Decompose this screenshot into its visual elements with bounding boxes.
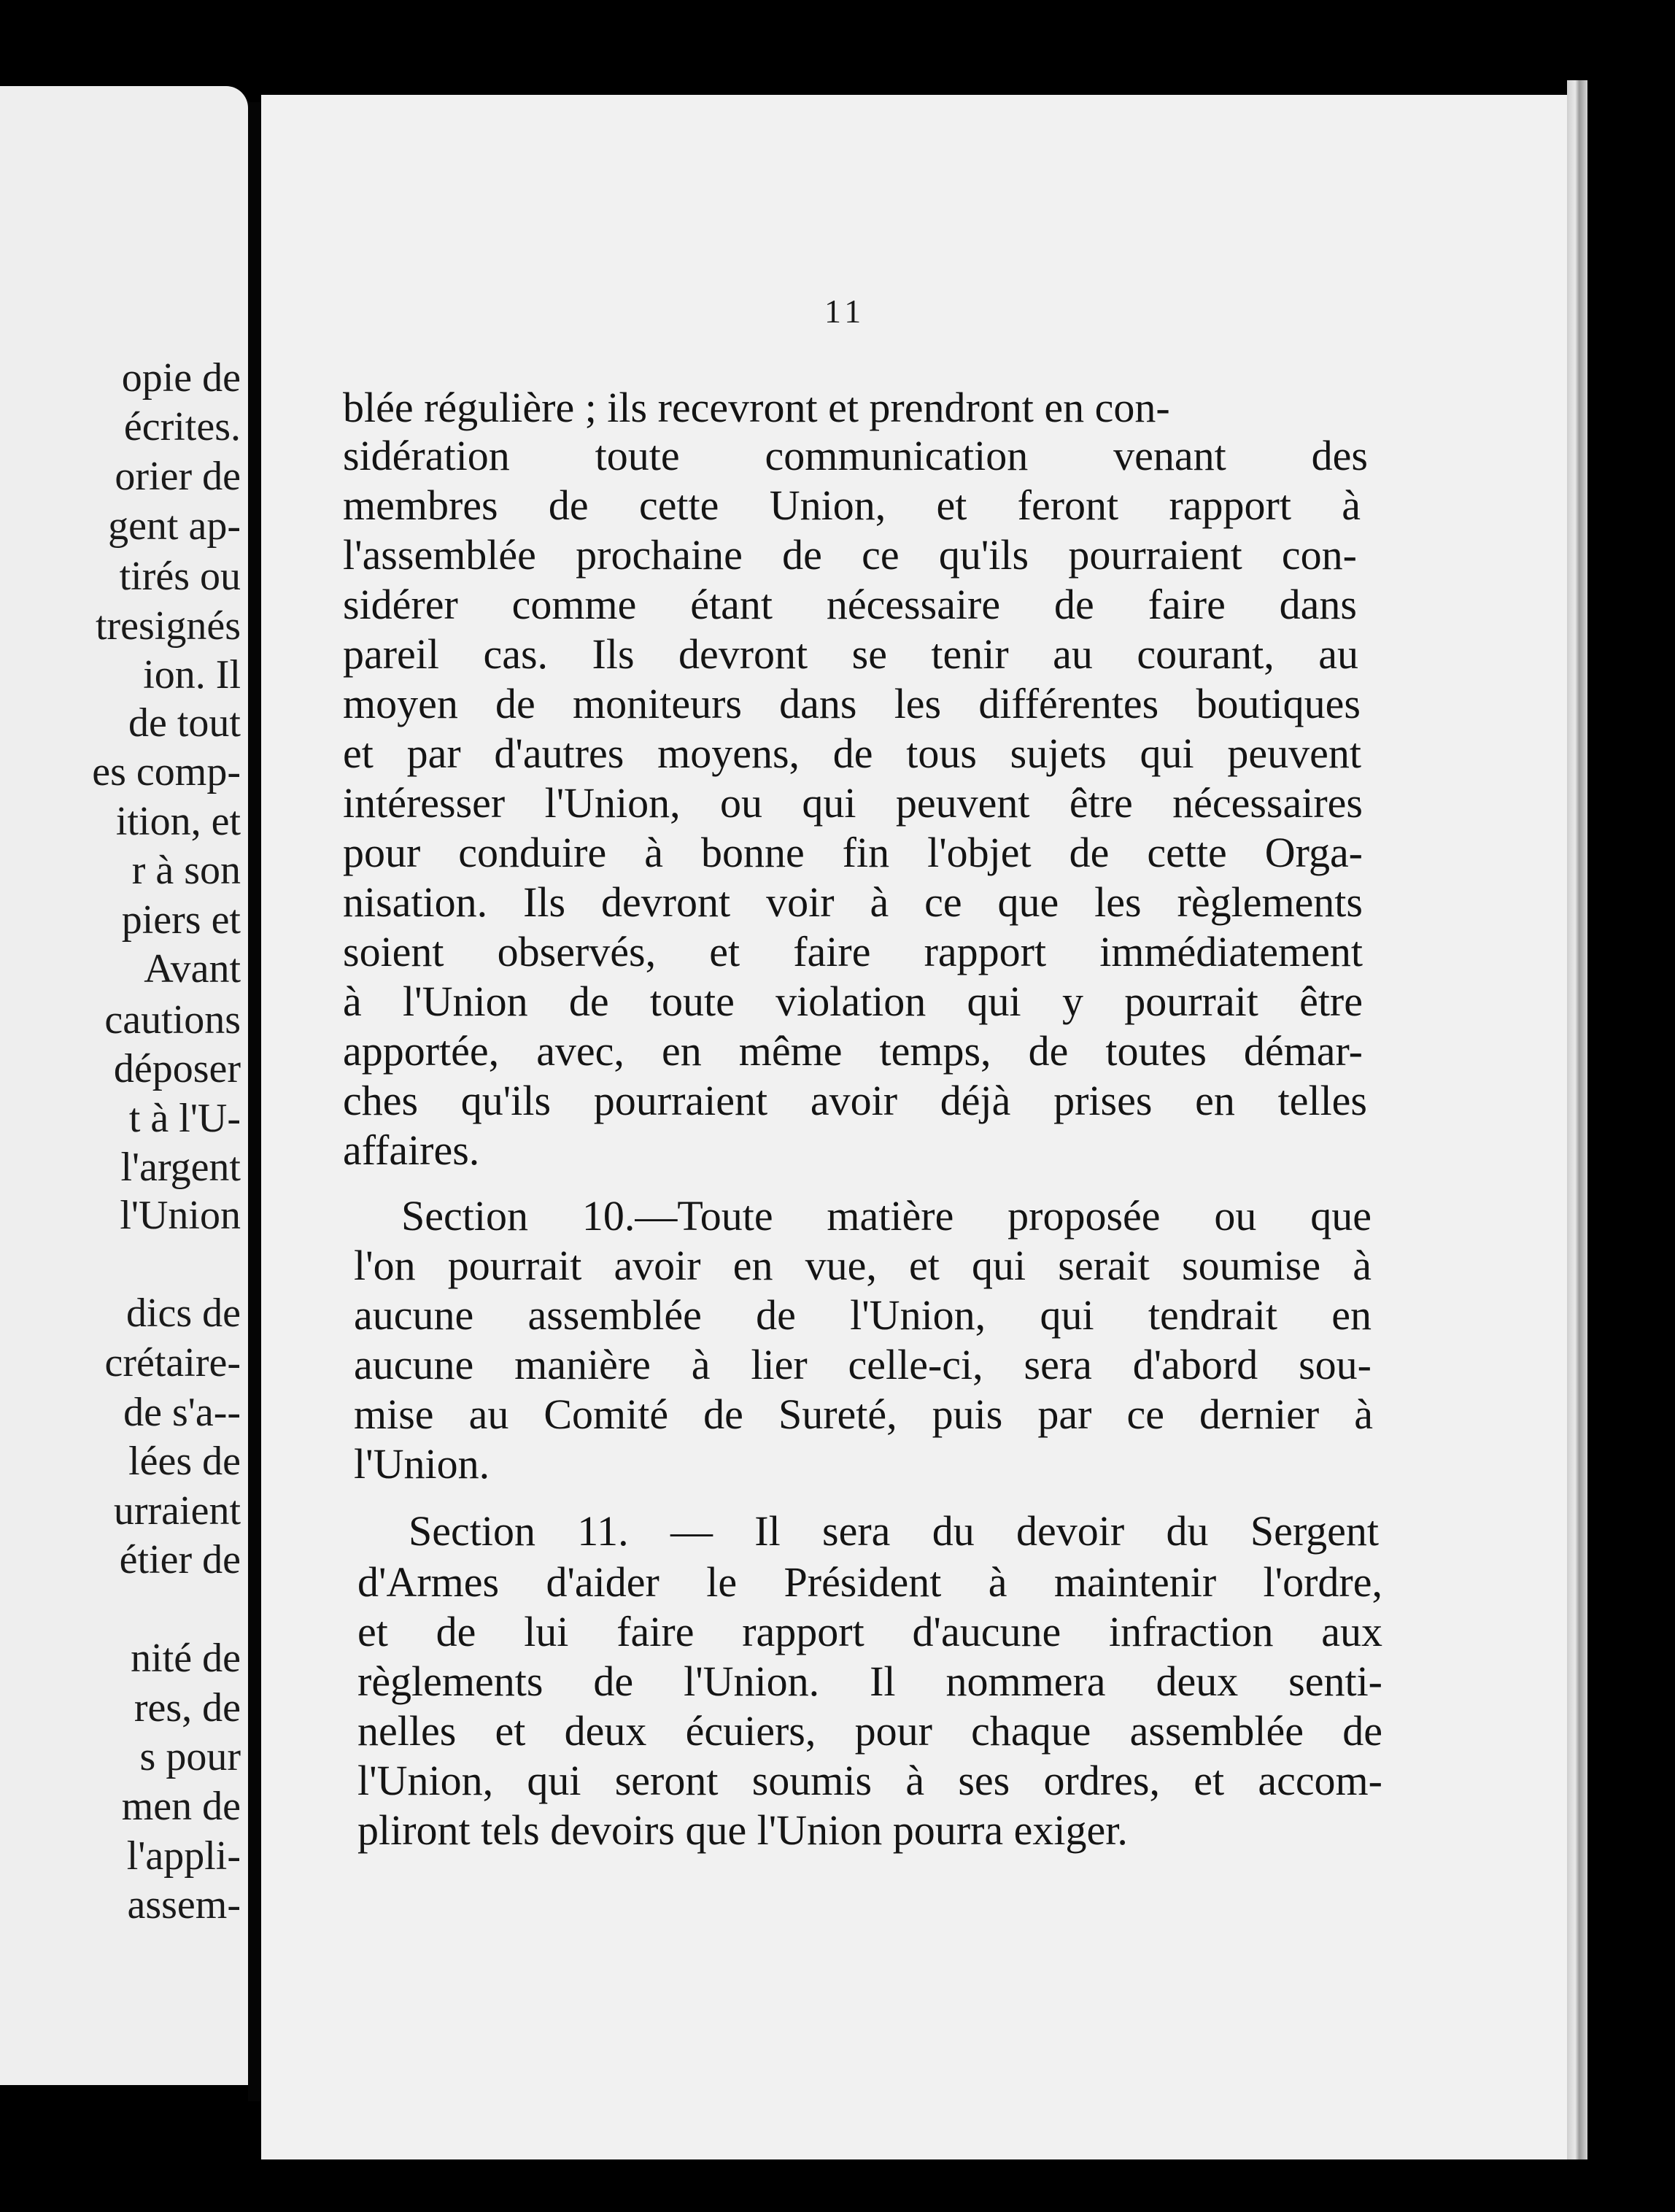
left-text-line: es comp- [92, 749, 241, 794]
left-text-line: t à l'U- [128, 1096, 241, 1141]
body-text-line: pareil cas. Ils devront se tenir au courant, au [343, 630, 1358, 678]
left-text-line: orier de [115, 454, 241, 499]
left-text-line: l'argent [120, 1145, 241, 1190]
left-text-line: gent ap- [108, 503, 241, 549]
left-text-line: res, de [134, 1685, 241, 1730]
left-text-line: lées de [128, 1439, 241, 1484]
left-text-line: Avant [144, 946, 241, 991]
left-text-line: crétaire- [104, 1340, 241, 1385]
body-text-line: et par d'autres moyens, de tous sujets qui peuvent [343, 730, 1361, 777]
left-text-line: opie de [121, 355, 241, 401]
left-text-line: écrites. [123, 404, 241, 449]
body-text-line: Section 10.—Toute matière proposée ou que [401, 1192, 1372, 1240]
body-text-line: apportée, avec, en même temps, de toutes démar- [343, 1027, 1363, 1075]
body-text-line: et de lui faire rapport d'aucune infraction aux [357, 1608, 1382, 1655]
body-text-line: à l'Union de toute violation qui y pourrait être [343, 978, 1363, 1025]
left-text-line: déposer [113, 1046, 241, 1091]
body-text-line: l'on pourrait avoir en vue, et qui serait soumise à [354, 1242, 1372, 1289]
left-text-line: men de [121, 1784, 241, 1829]
left-text-line: tresignés [95, 603, 241, 649]
left-text-line: assem- [127, 1882, 241, 1927]
left-text-line: r à son [131, 848, 241, 893]
left-text-line: de s'a-- [123, 1390, 241, 1435]
body-text-line: nelles et deux écuiers, pour chaque assemblée de [357, 1707, 1382, 1755]
left-text-line: l'appli- [126, 1833, 241, 1879]
left-text-line: piers et [121, 897, 241, 943]
left-text-line: cautions [104, 997, 241, 1043]
body-text-line: aucune assemblée de l'Union, qui tendrait en [354, 1291, 1372, 1339]
body-text-line: pliront tels devoirs que l'Union pourra exiger. [357, 1806, 1128, 1854]
body-text-line: Section 11. — Il sera du devoir du Sergent [409, 1507, 1379, 1555]
left-text-line: ion. Il [143, 652, 241, 697]
left-text-line: étier de [119, 1537, 241, 1582]
page-number: 11 [824, 293, 866, 330]
left-text-line: de tout [128, 700, 241, 746]
body-text-line: ches qu'ils pourraient avoir déjà prises en telles [343, 1077, 1367, 1124]
body-text-line: soient observés, et faire rapport immédiatement [343, 928, 1363, 975]
body-text-line: sidération toute communication venant des [343, 432, 1368, 479]
book-gutter [248, 102, 261, 2101]
body-text-line: sidérer comme étant nécessaire de faire dans [343, 581, 1357, 628]
body-text-line: aucune manière à lier celle-ci, sera d'abord sou- [354, 1341, 1372, 1388]
body-text-line: moyen de moniteurs dans les différentes boutiques [343, 680, 1361, 727]
body-text-line: pour conduire à bonne fin l'objet de cette Orga- [343, 829, 1363, 876]
left-text-line: nité de [131, 1636, 241, 1681]
body-text-line: l'Union. [354, 1440, 490, 1488]
left-text-line: l'Union [120, 1193, 241, 1238]
body-text-line: blée régulière ; ils recevront et prendront en con- [343, 384, 1170, 431]
left-text-line: ition, et [115, 799, 241, 844]
right-page-edge [1567, 80, 1587, 2159]
left-text-line: tirés ou [119, 554, 241, 599]
body-text-line: intéresser l'Union, ou qui peuvent être nécessaires [343, 779, 1363, 827]
body-text-line: nisation. Ils devront voir à ce que les règlements [343, 878, 1363, 926]
body-text-line: affaires. [343, 1126, 480, 1174]
left-page [0, 86, 248, 2085]
body-text-line: d'Armes d'aider le Président à maintenir l'ordre, [357, 1558, 1382, 1606]
body-text-line: l'Union, qui seront soumis à ses ordres, et accom- [357, 1757, 1382, 1804]
body-text-line: règlements de l'Union. Il nommera deux senti- [357, 1658, 1382, 1705]
left-text-line: dics de [125, 1291, 241, 1336]
body-text-line: l'assemblée prochaine de ce qu'ils pourraient con- [343, 531, 1357, 579]
body-text-line: mise au Comité de Sureté, puis par ce dernier à [354, 1391, 1373, 1438]
body-text-line: membres de cette Union, et feront rapport à [343, 482, 1361, 529]
left-text-line: s pour [139, 1734, 241, 1779]
left-text-line: urraient [113, 1488, 241, 1534]
